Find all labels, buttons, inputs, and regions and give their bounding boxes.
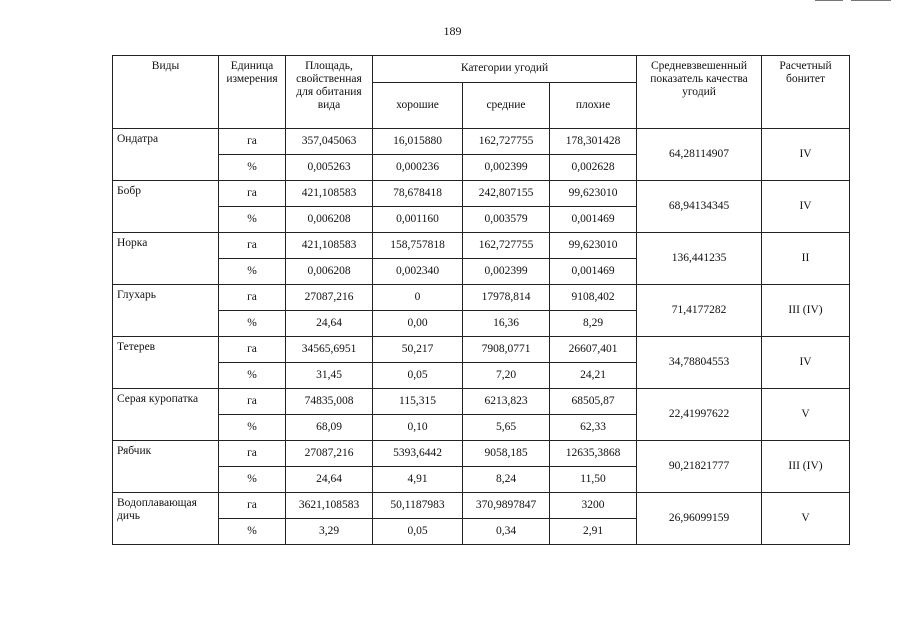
cell-good: 0,000236: [373, 155, 463, 181]
table-row: [113, 441, 850, 467]
cell-bonitet: III (IV): [762, 285, 850, 337]
cell-bad: 9108,402: [550, 285, 637, 311]
cell-bonitet: V: [762, 389, 850, 441]
cell-quality: 71,4177282: [637, 285, 762, 337]
cell-area: 0,006208: [286, 259, 373, 285]
cell-bad: 0,001469: [550, 259, 637, 285]
cell-quality: 22,41997622: [637, 389, 762, 441]
header-quality: Средневзвешенный показатель качества угодий: [637, 56, 762, 129]
cell-unit: га: [219, 285, 286, 311]
cell-medium: 16,36: [463, 311, 550, 337]
cell-area: 68,09: [286, 415, 373, 441]
header-medium: средние: [463, 83, 550, 129]
cell-area: 357,045063: [286, 129, 373, 155]
table-body: [113, 129, 850, 545]
cell-medium: 0,34: [463, 519, 550, 545]
cell-bad: 178,301428: [550, 129, 637, 155]
cell-area: 24,64: [286, 467, 373, 493]
cell-medium: 0,002399: [463, 259, 550, 285]
table-row: [113, 181, 850, 207]
cell-bad: 24,21: [550, 363, 637, 389]
cell-medium: 0,003579: [463, 207, 550, 233]
cell-bad: 12635,3868: [550, 441, 637, 467]
cell-bad: 99,623010: [550, 233, 637, 259]
cell-unit: %: [219, 415, 286, 441]
cell-medium: 162,727755: [463, 233, 550, 259]
cell-unit: %: [219, 519, 286, 545]
cell-bad: 2,91: [550, 519, 637, 545]
cell-good: 0,05: [373, 519, 463, 545]
species-name: Водоплавающая дичь: [113, 493, 219, 545]
cell-medium: 6213,823: [463, 389, 550, 415]
scan-edge-marks: [815, 0, 891, 1]
cell-good: 158,757818: [373, 233, 463, 259]
cell-good: 0,002340: [373, 259, 463, 285]
cell-area: 34565,6951: [286, 337, 373, 363]
cell-bad: 26607,401: [550, 337, 637, 363]
cell-quality: 64,28114907: [637, 129, 762, 181]
cell-quality: 136,441235: [637, 233, 762, 285]
cell-bad: 99,623010: [550, 181, 637, 207]
cell-good: 4,91: [373, 467, 463, 493]
cell-good: 78,678418: [373, 181, 463, 207]
cell-medium: 8,24: [463, 467, 550, 493]
cell-bad: 8,29: [550, 311, 637, 337]
table-row: [113, 129, 850, 155]
header-bad: плохие: [550, 83, 637, 129]
cell-good: 50,217: [373, 337, 463, 363]
cell-bonitet: IV: [762, 337, 850, 389]
cell-good: 0,05: [373, 363, 463, 389]
cell-medium: 242,807155: [463, 181, 550, 207]
cell-good: 0,10: [373, 415, 463, 441]
cell-unit: га: [219, 389, 286, 415]
species-name: Рябчик: [113, 441, 219, 493]
species-name: Серая куропатка: [113, 389, 219, 441]
cell-bad: 0,002628: [550, 155, 637, 181]
cell-bonitet: IV: [762, 129, 850, 181]
cell-quality: 34,78804553: [637, 337, 762, 389]
cell-medium: 17978,814: [463, 285, 550, 311]
cell-area: 27087,216: [286, 285, 373, 311]
cell-unit: га: [219, 233, 286, 259]
table-row: [113, 389, 850, 415]
cell-good: 0,001160: [373, 207, 463, 233]
scan-mark: [815, 0, 843, 1]
cell-unit: %: [219, 155, 286, 181]
cell-bad: 0,001469: [550, 207, 637, 233]
cell-unit: %: [219, 311, 286, 337]
cell-unit: %: [219, 363, 286, 389]
cell-bad: 68505,87: [550, 389, 637, 415]
cell-quality: 68,94134345: [637, 181, 762, 233]
cell-area: 31,45: [286, 363, 373, 389]
cell-area: 74835,008: [286, 389, 373, 415]
cell-bad: 3200: [550, 493, 637, 519]
cell-unit: га: [219, 181, 286, 207]
cell-area: 0,006208: [286, 207, 373, 233]
header-species: Виды: [113, 56, 219, 129]
cell-unit: га: [219, 129, 286, 155]
header-area: Площадь, свойственная для обитания вида: [286, 56, 373, 129]
cell-unit: %: [219, 207, 286, 233]
species-name: Тетерев: [113, 337, 219, 389]
cell-bad: 11,50: [550, 467, 637, 493]
cell-medium: 162,727755: [463, 129, 550, 155]
species-name: Ондатра: [113, 129, 219, 181]
header-good: хорошие: [373, 83, 463, 129]
header-categories: Категории угодий: [373, 56, 637, 83]
cell-unit: %: [219, 467, 286, 493]
cell-good: 0,00: [373, 311, 463, 337]
cell-good: 50,1187983: [373, 493, 463, 519]
cell-area: 421,108583: [286, 233, 373, 259]
cell-quality: 26,96099159: [637, 493, 762, 545]
cell-good: 5393,6442: [373, 441, 463, 467]
species-name: Норка: [113, 233, 219, 285]
cell-medium: 7908,0771: [463, 337, 550, 363]
cell-unit: га: [219, 441, 286, 467]
cell-bonitet: II: [762, 233, 850, 285]
page-number: 189: [443, 24, 462, 38]
cell-bad: 62,33: [550, 415, 637, 441]
cell-area: 27087,216: [286, 441, 373, 467]
cell-medium: 5,65: [463, 415, 550, 441]
cell-area: 3621,108583: [286, 493, 373, 519]
cell-bonitet: IV: [762, 181, 850, 233]
scan-mark: [851, 0, 891, 1]
cell-bonitet: V: [762, 493, 850, 545]
cell-bonitet: III (IV): [762, 441, 850, 493]
cell-unit: га: [219, 337, 286, 363]
cell-good: 0: [373, 285, 463, 311]
cell-good: 115,315: [373, 389, 463, 415]
cell-unit: %: [219, 259, 286, 285]
cell-medium: 7,20: [463, 363, 550, 389]
cell-unit: га: [219, 493, 286, 519]
cell-medium: 0,002399: [463, 155, 550, 181]
cell-area: 3,29: [286, 519, 373, 545]
table-row: [113, 493, 850, 519]
species-habitat-table: [112, 55, 850, 545]
table-row: [113, 337, 850, 363]
cell-area: 24,64: [286, 311, 373, 337]
table-row: [113, 285, 850, 311]
cell-medium: 370,9897847: [463, 493, 550, 519]
header-unit: Единица измерения: [219, 56, 286, 129]
cell-quality: 90,21821777: [637, 441, 762, 493]
cell-good: 16,015880: [373, 129, 463, 155]
cell-area: 421,108583: [286, 181, 373, 207]
species-name: Глухарь: [113, 285, 219, 337]
species-name: Бобр: [113, 181, 219, 233]
header-bonitet: Расчетный бонитет: [762, 56, 850, 129]
cell-area: 0,005263: [286, 155, 373, 181]
table-row: [113, 233, 850, 259]
cell-medium: 9058,185: [463, 441, 550, 467]
